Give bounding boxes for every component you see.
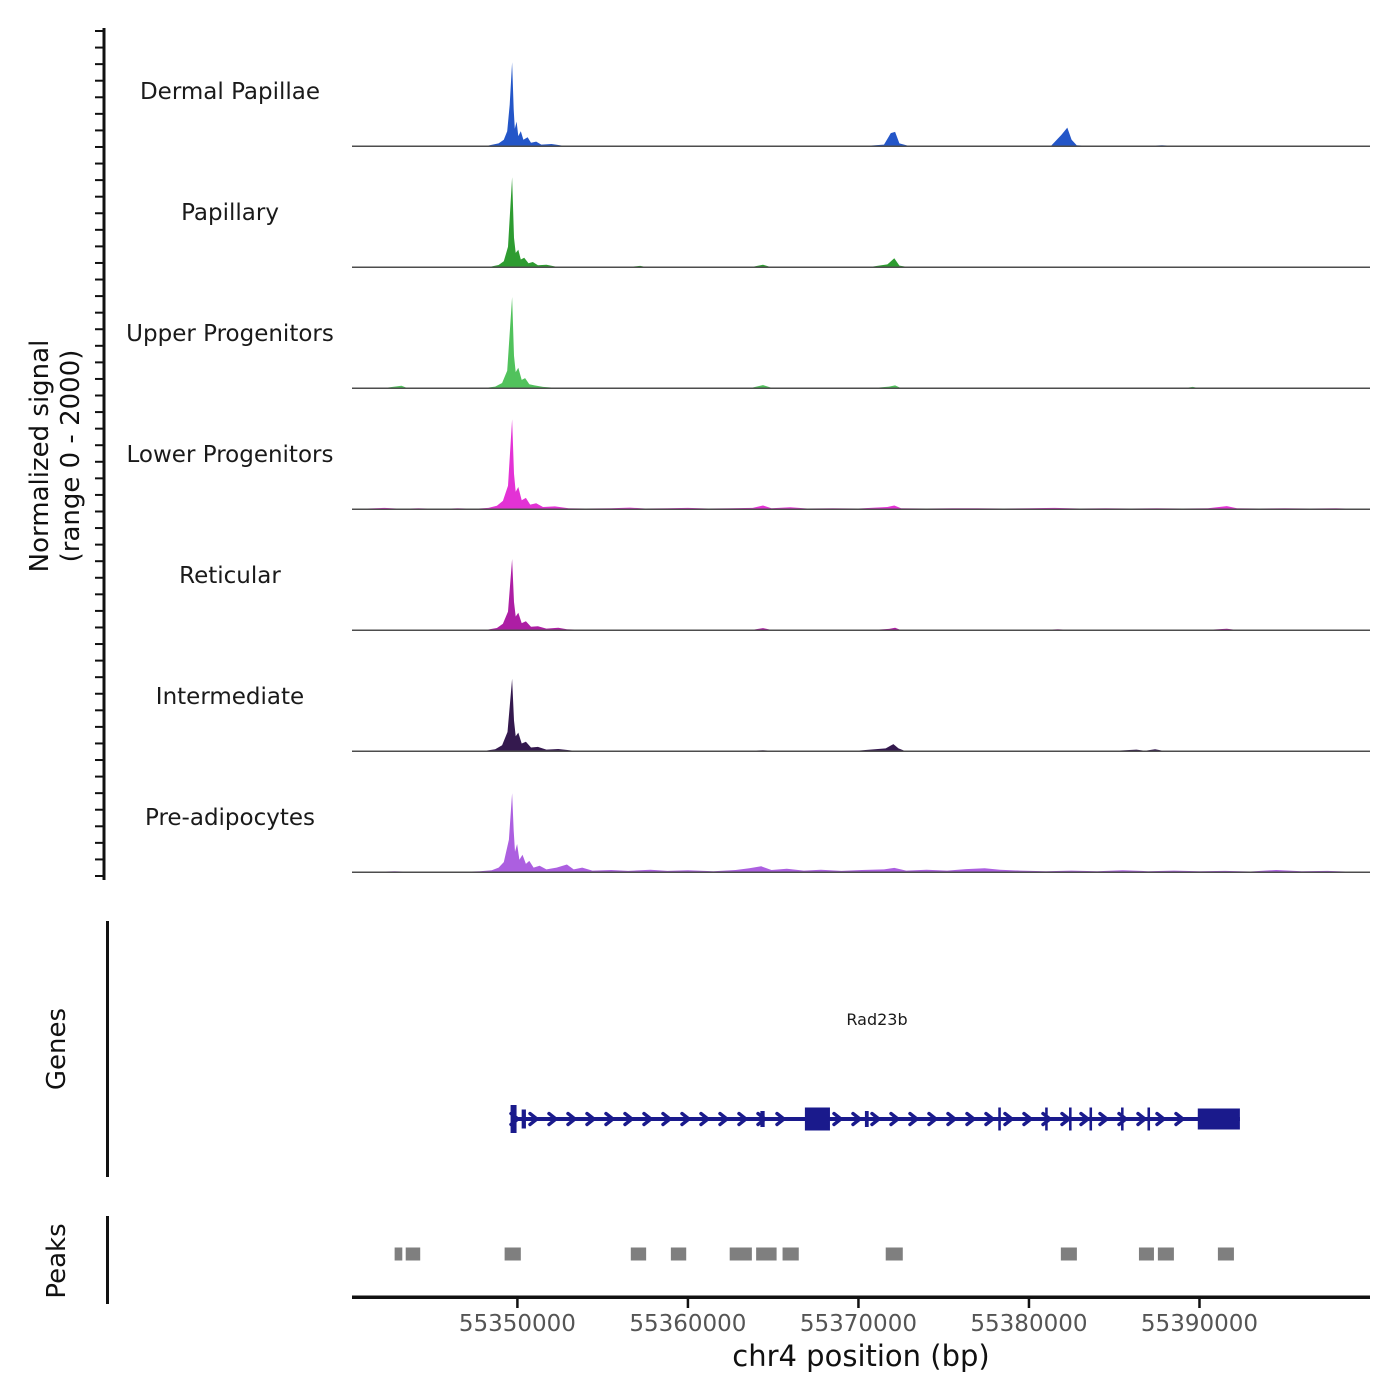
gene-exon (998, 1108, 1001, 1131)
track-label-reticular: Reticular (179, 563, 281, 589)
genes-section-label: Genes (42, 1007, 72, 1091)
signal-track-dermal-papillae (352, 26, 1370, 147)
peak-region (671, 1248, 686, 1261)
signal-track-papillary (352, 147, 1370, 268)
signal-area-upper-progenitors (352, 297, 1370, 389)
peak-region (395, 1248, 403, 1261)
signal-area-papillary (352, 177, 1370, 268)
signal-area-intermediate (352, 679, 1370, 752)
track-label-lower-progenitors: Lower Progenitors (126, 442, 334, 468)
x-tick-label: 55390000 (1140, 1311, 1258, 1337)
peak-region (505, 1248, 521, 1261)
gene-exon (522, 1110, 526, 1129)
signal-track-reticular (352, 510, 1370, 631)
y-axis-label-line1: Normalized signal (25, 339, 55, 573)
gene-exon (1121, 1108, 1124, 1131)
peaks-section-label: Peaks (42, 1223, 72, 1299)
gene-exon (1198, 1109, 1240, 1130)
track-label-pre-adipocytes: Pre-adipocytes (144, 805, 316, 831)
gene-name-label: Rad23b (846, 1010, 908, 1029)
track-label-intermediate: Intermediate (155, 684, 305, 710)
peak-region (783, 1248, 799, 1261)
signal-track-upper-progenitors (352, 268, 1370, 389)
signal-area-lower-progenitors (352, 419, 1370, 510)
peak-regions (352, 1247, 1370, 1261)
peak-region (730, 1248, 752, 1261)
signal-track-intermediate (352, 631, 1370, 752)
peak-region (886, 1248, 903, 1261)
track-label-papillary: Papillary (181, 200, 279, 226)
y-axis-label-line2: (range 0 - 2000) (56, 349, 86, 563)
peak-region (1139, 1248, 1154, 1261)
signal-area-dermal-papillae (352, 62, 1370, 147)
peak-region (756, 1248, 776, 1261)
gene-exon (1147, 1108, 1150, 1131)
signal-track-pre-adipocytes (352, 752, 1370, 873)
peak-region (1061, 1248, 1077, 1261)
gene-exon (865, 1111, 869, 1127)
peak-region (1218, 1248, 1234, 1261)
peaks-axis-line (106, 1216, 109, 1304)
genes-axis-line (106, 921, 109, 1177)
gene-exon (805, 1108, 830, 1131)
gene-model (352, 1096, 1370, 1142)
track-label-dermal-papillae: Dermal Papillae (139, 79, 321, 105)
signal-track-lower-progenitors (352, 389, 1370, 510)
x-tick-label: 55350000 (458, 1311, 576, 1337)
x-axis-title: chr4 position (bp) (732, 1339, 990, 1373)
peak-region (631, 1248, 646, 1261)
signal-area-pre-adipocytes (352, 793, 1370, 873)
peak-region (1158, 1248, 1174, 1261)
signal-area-reticular (352, 559, 1370, 631)
track-label-upper-progenitors: Upper Progenitors (126, 321, 334, 347)
x-tick-label: 55380000 (970, 1311, 1088, 1337)
x-tick-label: 55360000 (629, 1311, 747, 1337)
x-tick-label: 55370000 (799, 1311, 917, 1337)
peak-region (406, 1248, 420, 1261)
